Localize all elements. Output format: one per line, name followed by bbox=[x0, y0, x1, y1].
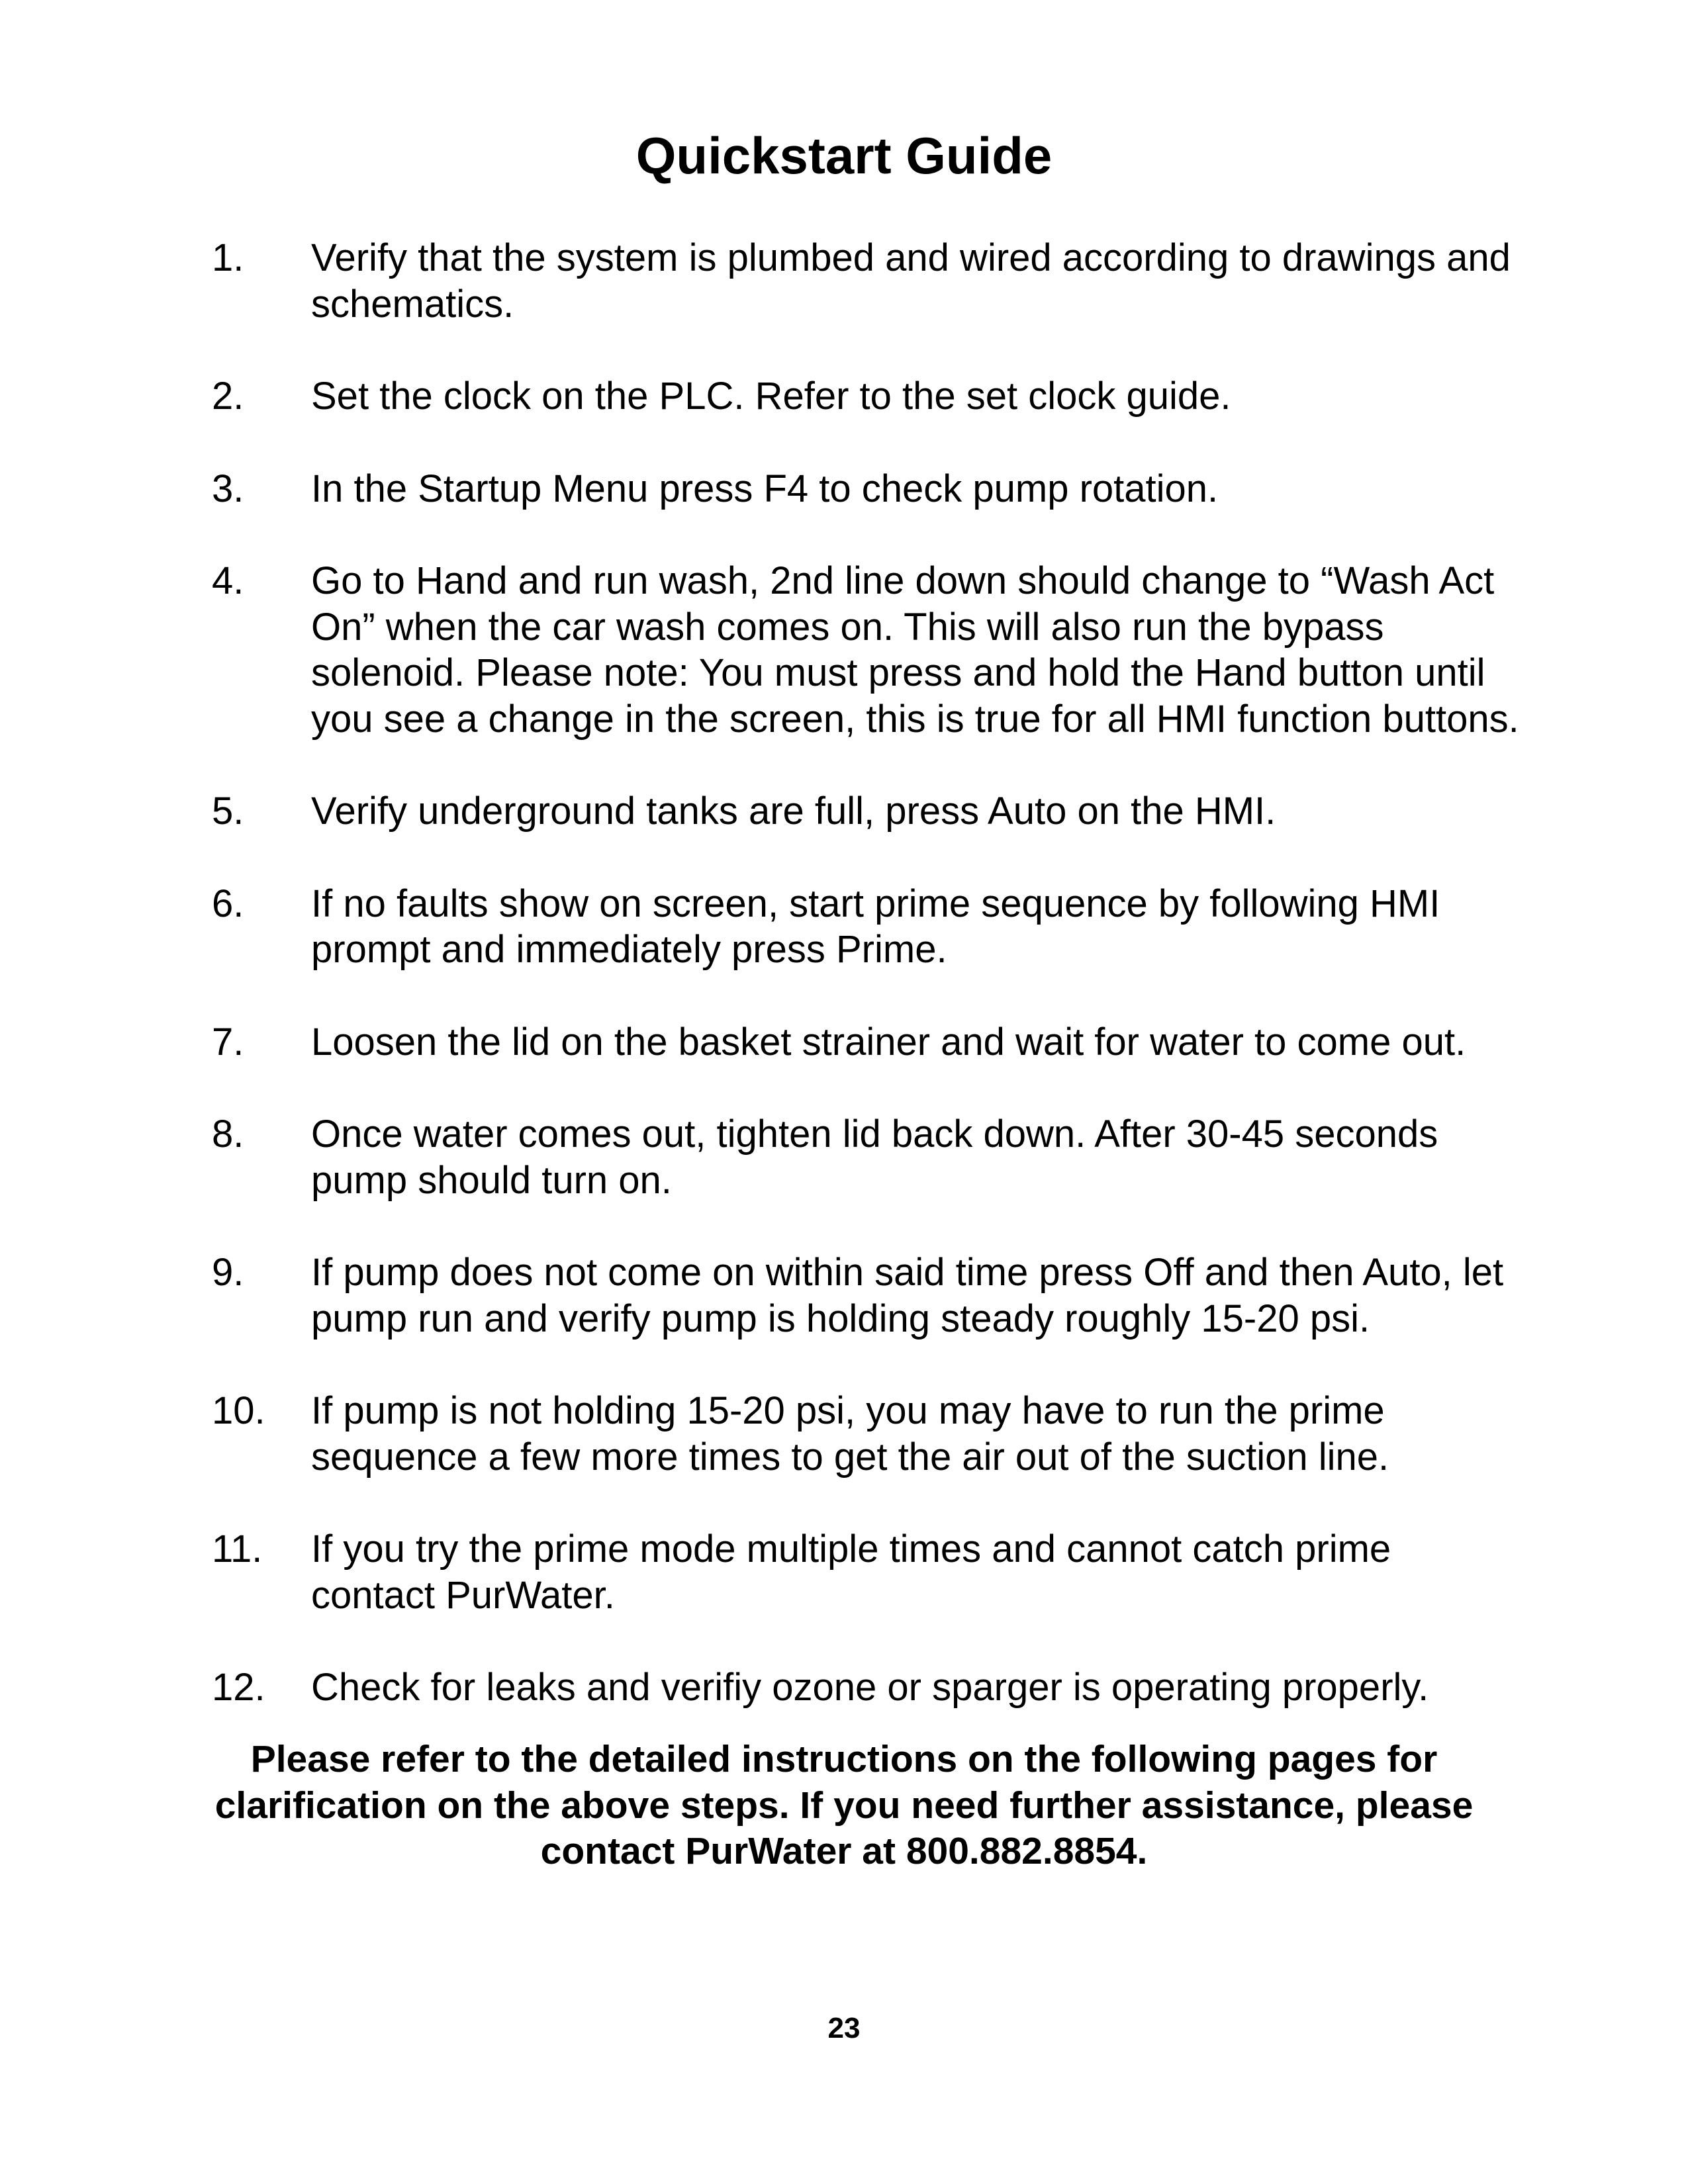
step-number: 8. bbox=[212, 1113, 244, 1156]
step-item bbox=[212, 1388, 1536, 1480]
step-number: 7. bbox=[212, 1020, 244, 1064]
step-number: 3. bbox=[212, 467, 244, 510]
step-number: 12. bbox=[212, 1666, 265, 1709]
step-item bbox=[212, 881, 1536, 973]
page-number: 23 bbox=[827, 2012, 861, 2044]
step-number: 2. bbox=[212, 375, 244, 418]
step-number: 10. bbox=[212, 1389, 265, 1432]
step-number: 4. bbox=[212, 559, 244, 602]
step-text: Go to Hand and run wash, 2nd line down should change to “Wash Act On” when the car wash comes on. This will also run the bypass solenoid. Please note: You must press and hold the Hand button until you see a change in the screen, this is true for all HMI function buttons. bbox=[311, 559, 1519, 741]
quickstart-steps-list bbox=[212, 235, 1536, 1757]
step-text: Loosen the lid on the basket strainer and wait for water to come out. bbox=[311, 1020, 1466, 1064]
step-text: If pump is not holding 15-20 psi, you may have to run the prime sequence a few more times to get the air out of the suction line. bbox=[311, 1389, 1389, 1479]
step-text: In the Startup Menu press F4 to check pump rotation. bbox=[311, 467, 1219, 510]
step-item bbox=[212, 1664, 1536, 1711]
step-number: 5. bbox=[212, 790, 244, 833]
step-number: 1. bbox=[212, 236, 244, 279]
step-number: 6. bbox=[212, 882, 244, 925]
step-text: If you try the prime mode multiple times and cannot catch prime contact PurWater. bbox=[311, 1527, 1391, 1617]
footer-note: Please refer to the detailed instructions on the following pages for clarification on the above steps. If you need further assistance, please contact PurWater at 800.882.8854. bbox=[214, 1738, 1474, 1872]
step-item bbox=[212, 1526, 1536, 1618]
step-item bbox=[212, 373, 1536, 420]
step-text: Verify that the system is plumbed and wired according to drawings and schematics. bbox=[311, 236, 1511, 326]
step-item bbox=[212, 558, 1536, 742]
step-item bbox=[212, 1111, 1536, 1203]
page-title: Quickstart Guide bbox=[635, 126, 1053, 185]
step-text: Once water comes out, tighten lid back down. After 30-45 seconds pump should turn on. bbox=[311, 1113, 1438, 1202]
step-item bbox=[212, 1019, 1536, 1066]
step-text: Check for leaks and verifiy ozone or sparger is operating properly. bbox=[311, 1666, 1429, 1709]
step-number: 11. bbox=[212, 1527, 263, 1570]
step-item bbox=[212, 788, 1536, 835]
step-text: If no faults show on screen, start prime sequence by following HMI prompt and immediately press Prime. bbox=[311, 882, 1440, 971]
step-item bbox=[212, 235, 1536, 327]
step-item bbox=[212, 1250, 1536, 1342]
step-text: If pump does not come on within said time press Off and then Auto, let pump run and verify pump is holding steady roughly 15-20 psi. bbox=[311, 1251, 1504, 1340]
step-number: 9. bbox=[212, 1251, 244, 1294]
step-text: Verify underground tanks are full, press Auto on the HMI. bbox=[311, 790, 1276, 833]
step-item bbox=[212, 466, 1536, 512]
step-text: Set the clock on the PLC. Refer to the set clock guide. bbox=[311, 375, 1231, 418]
